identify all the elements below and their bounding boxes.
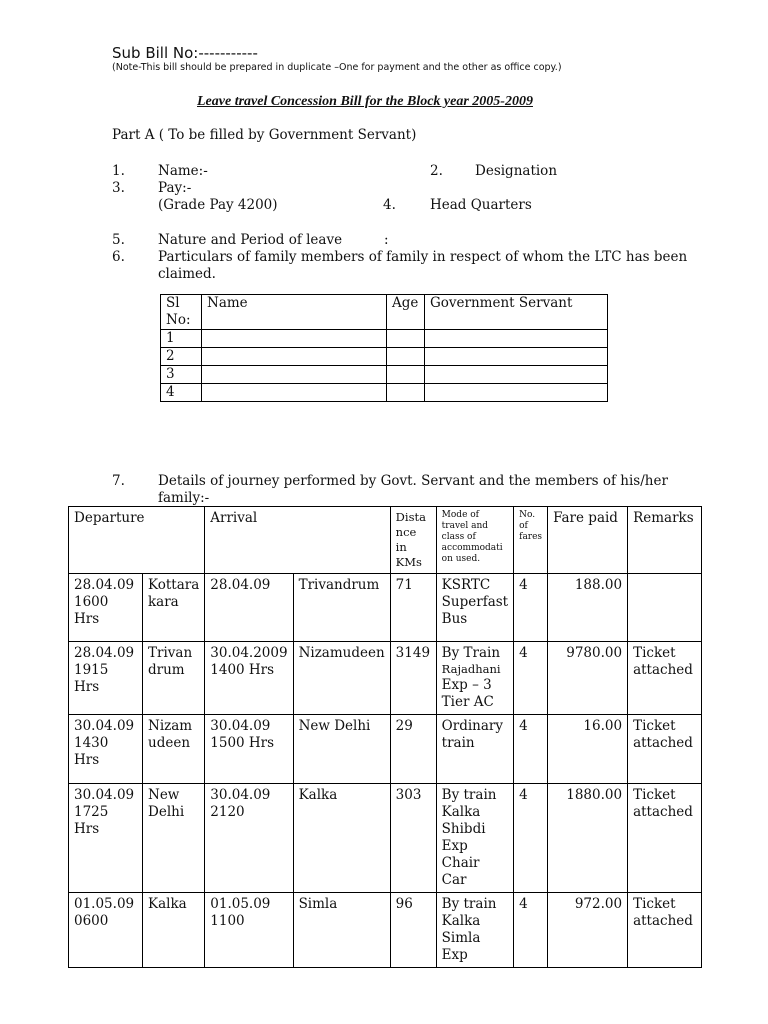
sl-no-cell: 4 bbox=[161, 384, 202, 402]
column-header-government-servant: Government Servant bbox=[425, 295, 608, 330]
gov-servant-cell bbox=[425, 348, 608, 366]
leave-nature-label: Nature and Period of leave bbox=[158, 232, 343, 248]
family-members-table bbox=[160, 294, 608, 402]
table-row bbox=[161, 348, 608, 366]
column-header-distance: Dista nce in KMs bbox=[390, 507, 436, 574]
from-place-cell: Trivan drum bbox=[143, 642, 205, 715]
fare-paid-cell: 1880.00 bbox=[548, 784, 628, 893]
bill-title: Leave travel Concession Bill for the Block year 2005-2009 bbox=[197, 94, 533, 109]
column-header-remarks: Remarks bbox=[628, 507, 702, 574]
table-row bbox=[161, 366, 608, 384]
from-place-cell: Kalka bbox=[143, 893, 205, 968]
arrival-cell: 30.04.2009 1400 Hrs bbox=[205, 642, 293, 715]
table-row bbox=[69, 784, 702, 893]
remarks-cell: Ticket attached bbox=[628, 784, 702, 893]
arrival-cell: 28.04.09 bbox=[205, 574, 293, 642]
journey-details-label: Details of journey performed by Govt. Servant and the members of his/her bbox=[158, 473, 668, 489]
table-row bbox=[161, 330, 608, 348]
column-header-fare-paid: Fare paid bbox=[548, 507, 628, 574]
column-header-name: Name bbox=[202, 295, 387, 330]
age-cell bbox=[387, 348, 425, 366]
name-cell bbox=[202, 384, 387, 402]
departure-cell: 30.04.09 1430 Hrs bbox=[69, 715, 143, 784]
to-place-cell: Nizamudeen bbox=[293, 642, 390, 715]
no-of-fares-cell: 4 bbox=[514, 784, 548, 893]
arrival-cell: 30.04.09 2120 bbox=[205, 784, 293, 893]
fare-paid-cell: 972.00 bbox=[548, 893, 628, 968]
designation-label: Designation bbox=[475, 163, 558, 179]
departure-cell: 28.04.09 1915 Hrs bbox=[69, 642, 143, 715]
journey-details-label-cont: family:- bbox=[158, 490, 210, 506]
column-header-age: Age bbox=[387, 295, 425, 330]
fare-paid-cell: 9780.00 bbox=[548, 642, 628, 715]
to-place-cell: Simla bbox=[293, 893, 390, 968]
item-number: 2. bbox=[430, 163, 443, 179]
gov-servant-cell bbox=[425, 384, 608, 402]
table-row bbox=[69, 893, 702, 968]
column-header-no-of-fares: No. of fares bbox=[514, 507, 548, 574]
from-place-cell: Nizam udeen bbox=[143, 715, 205, 784]
departure-cell: 28.04.09 1600 Hrs bbox=[69, 574, 143, 642]
duplicate-note: (Note-This bill should be prepared in duplicate –One for payment and the other as office copy.) bbox=[112, 62, 562, 73]
item-number: 3. bbox=[112, 180, 125, 196]
table-row bbox=[161, 384, 608, 402]
age-cell bbox=[387, 366, 425, 384]
pay-label: Pay:- bbox=[158, 180, 192, 196]
name-label: Name:- bbox=[158, 163, 208, 179]
mode-of-travel-cell: By train Kalka Simla Exp bbox=[436, 893, 513, 968]
grade-pay-text: (Grade Pay 4200) bbox=[158, 197, 278, 213]
from-place-cell: Kottara kara bbox=[143, 574, 205, 642]
departure-cell: 30.04.09 1725 Hrs bbox=[69, 784, 143, 893]
gov-servant-cell bbox=[425, 366, 608, 384]
arrival-cell: 30.04.09 1500 Hrs bbox=[205, 715, 293, 784]
item-number: 7. bbox=[112, 473, 125, 489]
table-row bbox=[69, 574, 702, 642]
mode-of-travel-cell: KSRTC Superfast Bus bbox=[436, 574, 513, 642]
journey-details-table bbox=[68, 506, 702, 968]
remarks-cell: Ticket attached bbox=[628, 715, 702, 784]
no-of-fares-cell: 4 bbox=[514, 642, 548, 715]
mode-of-travel-cell: By Train Rajadhani Exp – 3 Tier AC bbox=[436, 642, 513, 715]
sl-no-cell: 3 bbox=[161, 366, 202, 384]
name-cell bbox=[202, 330, 387, 348]
sl-no-cell: 1 bbox=[161, 330, 202, 348]
distance-cell: 29 bbox=[390, 715, 436, 784]
departure-cell: 01.05.09 0600 bbox=[69, 893, 143, 968]
age-cell bbox=[387, 384, 425, 402]
part-a-heading: Part A ( To be filled by Government Servant) bbox=[112, 127, 417, 143]
to-place-cell: New Delhi bbox=[293, 715, 390, 784]
arrival-cell: 01.05.09 1100 bbox=[205, 893, 293, 968]
mode-of-travel-cell: Ordinary train bbox=[436, 715, 513, 784]
table-row bbox=[69, 715, 702, 784]
to-place-cell: Kalka bbox=[293, 784, 390, 893]
distance-cell: 96 bbox=[390, 893, 436, 968]
remarks-cell: Ticket attached bbox=[628, 893, 702, 968]
item-number: 6. bbox=[112, 249, 125, 265]
table-row bbox=[69, 642, 702, 715]
family-particulars-label-cont: claimed. bbox=[158, 266, 216, 282]
column-header-sl-no: Sl No: bbox=[161, 295, 202, 330]
remarks-cell: Ticket attached bbox=[628, 642, 702, 715]
table-header-row bbox=[69, 507, 702, 574]
name-cell bbox=[202, 366, 387, 384]
name-cell bbox=[202, 348, 387, 366]
colon-separator: : bbox=[384, 232, 389, 248]
column-header-arrival: Arrival bbox=[205, 507, 390, 574]
distance-cell: 303 bbox=[390, 784, 436, 893]
fare-paid-cell: 16.00 bbox=[548, 715, 628, 784]
sl-no-cell: 2 bbox=[161, 348, 202, 366]
to-place-cell: Trivandrum bbox=[293, 574, 390, 642]
family-particulars-label: Particulars of family members of family in respect of whom the LTC has been bbox=[158, 249, 688, 265]
from-place-cell: New Delhi bbox=[143, 784, 205, 893]
item-number: 1. bbox=[112, 163, 125, 179]
item-number: 4. bbox=[383, 197, 396, 213]
item-number: 5. bbox=[112, 232, 125, 248]
age-cell bbox=[387, 330, 425, 348]
no-of-fares-cell: 4 bbox=[514, 893, 548, 968]
remarks-cell bbox=[628, 574, 702, 642]
head-quarters-label: Head Quarters bbox=[430, 197, 532, 213]
table-header-row bbox=[161, 295, 608, 330]
column-header-mode-of-travel: Mode of travel and class of accommodati on used. bbox=[436, 507, 513, 574]
mode-of-travel-cell: By train Kalka Shibdi Exp Chair Car bbox=[436, 784, 513, 893]
distance-cell: 3149 bbox=[390, 642, 436, 715]
no-of-fares-cell: 4 bbox=[514, 574, 548, 642]
distance-cell: 71 bbox=[390, 574, 436, 642]
no-of-fares-cell: 4 bbox=[514, 715, 548, 784]
column-header-departure: Departure bbox=[69, 507, 205, 574]
sub-bill-number: Sub Bill No:----------- bbox=[112, 44, 258, 62]
fare-paid-cell: 188.00 bbox=[548, 574, 628, 642]
gov-servant-cell bbox=[425, 330, 608, 348]
